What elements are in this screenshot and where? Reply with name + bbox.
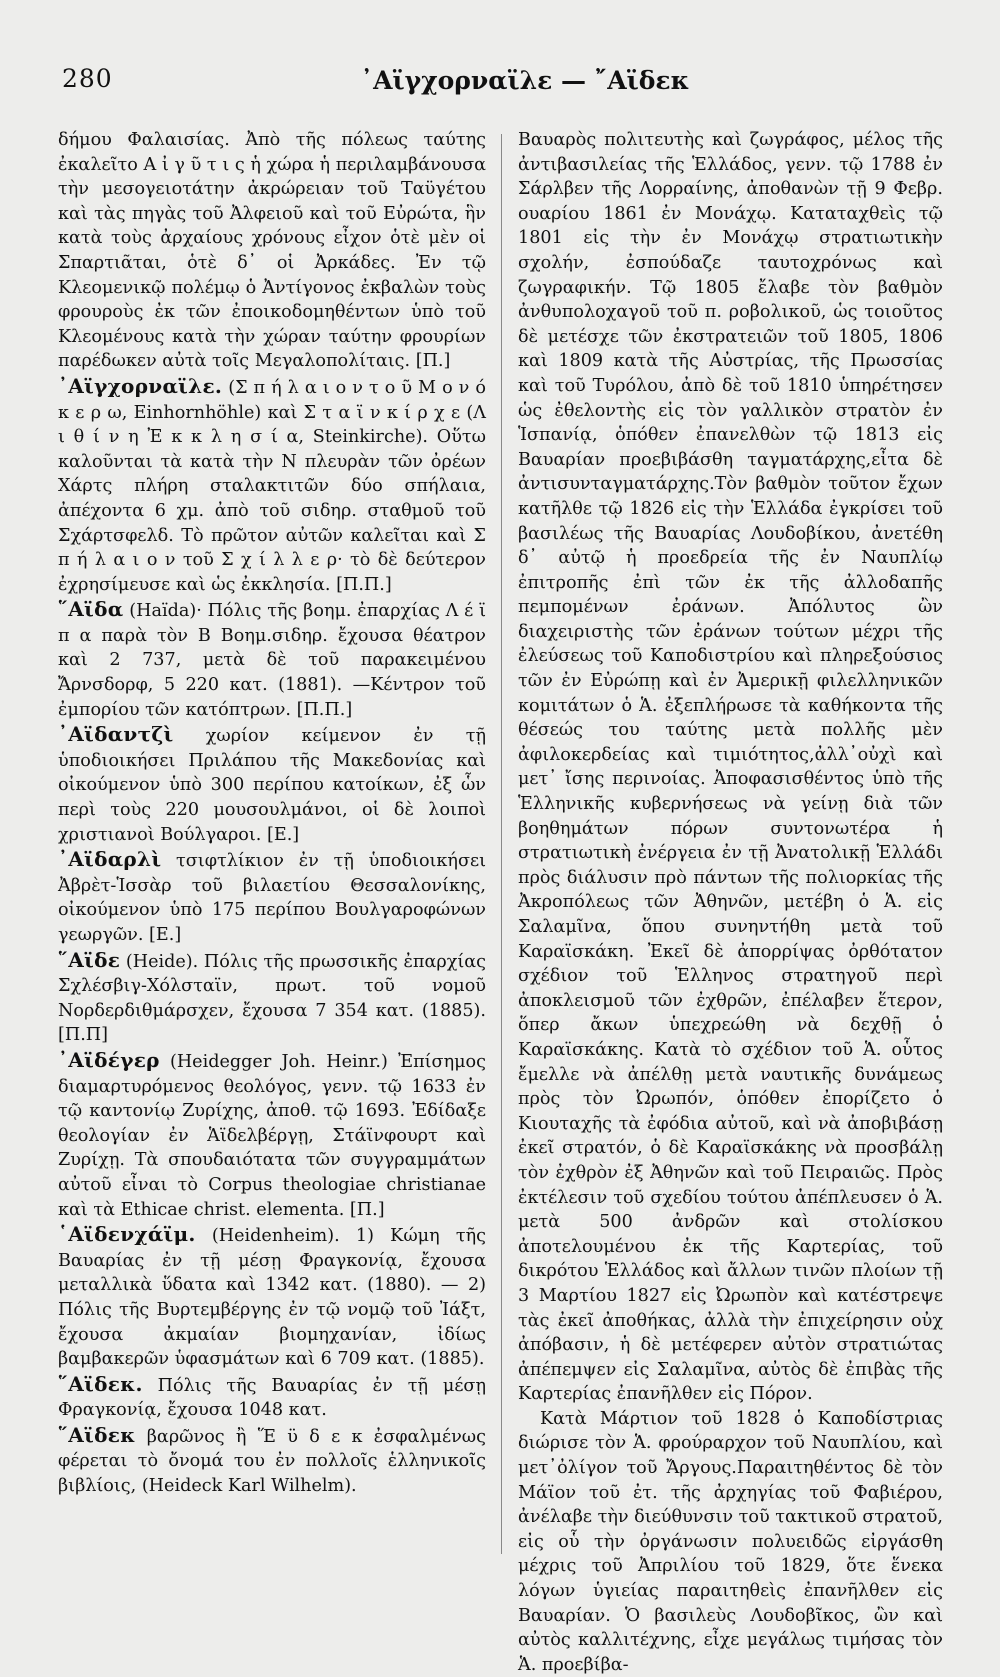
dictionary-entry	[58, 1372, 486, 1423]
running-head: ᾽Αϊγχορναϊλε — ῎Αϊδεκ	[360, 66, 690, 95]
right-column	[518, 128, 943, 1677]
entry-text: βαρῶνος ἢ Ἕ ϋ δ ε κ ἐσφαλμένως φέρεται τὸ ὄνομά του ἐν πολλοῖς ἑλληνικοῖς βιβλίοις, (Heideck Karl Wilhelm).	[58, 1426, 486, 1497]
entry-text: (Haïda)· Πόλις τῆς βοημ. ἐπαρχίας Λ έ ϊ π α παρὰ τὸν Β Βοημ.σιδηρ. ἔχουσα θέατρον καὶ 2 737, μετὰ δὲ τοῦ παρακειμένου Ἄρνσδορφ, 5 220 κατ. (1881). —Κέντρον τοῦ ἐμπορίου τῶν κατόπτρων. [Π.Π.]	[58, 601, 486, 720]
page-number: 280	[62, 64, 113, 93]
entry-text: Κατὰ Μάρτιον τοῦ 1828 ὁ Καποδίστριας διώρισε τὸν Ἁ. φρούραρχον τοῦ Ναυπλίου, καὶ μετ᾽ὀλίγον τοῦ Ἄργους.Παραιτηθέντος δὲ τὸν Μάϊον τοῦ ἐτ. τῆς ἀρχηγίας τοῦ Φαβιέρου, ἀνέλαβε τὴν διεύθυνσιν τοῦ τακτικοῦ στρατοῦ, εἰς οὗ τὴν ὀργάνωσιν πολυειδῶς εἰργάσθη μέχρις τοῦ Ἀπριλίου τοῦ 1829, ὅτε ἕνεκα λόγων ὑγιείας παραιτηθεὶς ἐπανῆλθεν εἰς Βαυαρίαν. Ὁ βασιλεὺς Λουδοβῖκος, ὢν καὶ αὐτὸς καλλιτέχνης, εἶχε μεγάλως τιμήσας τὸν Ἁ. προεβίβα-	[518, 1408, 943, 1675]
entry-headword: ῞Αϊδε	[58, 947, 121, 972]
entry-text: (Σ π ή λ α ι ο ν τ ο ῦ Μ ο ν ό κ ε ρ ω, Einhornhöhle) καὶ Σ τ α ϊ ν κ ί ρ χ ε (Λ ι θ ί ν η Ἐ κ κ λ η σ ί α, Steinkirche). Οὕτω καλοῦνται τὰ κατὰ τὴν Ν πλευρὰν τῶν ὀρέων Χάρτς πλήρη σταλακτιτῶν δύο σπήλαια, ἀπέχοντα 6 χμ. ἀπὸ τοῦ σιδηρ. σταθμοῦ τοῦ Σχάρτσφελδ. Τὸ πρῶτον αὐτῶν καλεῖται καὶ Σ π ή λ α ι ο ν τοῦ Σ χ ί λ λ ε ρ· τὸ δὲ δεύτερον ἐχρησίμευσε καὶ ὡς ἐκκλησία. [Π.Π.]	[58, 377, 486, 595]
dictionary-entry	[58, 1423, 486, 1499]
entry-paragraph	[518, 1407, 943, 1677]
entry-text: (Heidenheim). 1) Κώμη τῆς Βαυαρίας ἐν τῇ μέσῃ Φραγκονίᾳ, ἔχουσα μεταλλικὰ ὕδατα καὶ 1342 κατ. (1880). — 2) Πόλις τῆς Βυρτεμβέργης ἐν τῷ νομῷ τοῦ Ἰάξτ, ἔχουσα ἀκμαίαν βιομηχανίαν, ἰδίως βαμβακερῶν ὑφασμάτων καὶ 6 709 κατ. (1885).	[58, 1226, 486, 1370]
column-divider	[501, 134, 502, 1554]
dictionary-entry	[58, 1222, 486, 1372]
dictionary-entry	[58, 722, 486, 847]
entry-text: δήμου Φαλαισίας. Ἀπὸ τῆς πόλεως ταύτης ἐκαλεῖτο Α ἰ γ ῦ τ ι ς ἡ χώρα ἡ περιλαμβάνουσα τὴν μεσογειοτάτην ἀκρώρειαν τοῦ Ταϋγέτου καὶ τὰς πηγὰς τοῦ Ἀλφειοῦ καὶ τοῦ Εὐρώτα, ἣν κατὰ τοὺς ἀρχαίους χρόνους εἶχον ὁτὲ μὲν οἱ Σπαρτιᾶται, ὁτὲ δ᾽ οἱ Ἀρκάδες. Ἐν τῷ Κλεομενικῷ πολέμῳ ὁ Ἀντίγονος ἐκβαλὼν τοὺς φρουροὺς ἐκ τῶν ἐποικοδομηθέντων ὑπὸ τοῦ Κλεομένους κατὰ τὴν χώραν ταύτην φρουρίων παρέδωκεν αὐτὰ τοῖς Μεγαλοπολίταις. [Π.]	[58, 130, 486, 372]
entry-text: Βαυαρὸς πολιτευτὴς καὶ ζωγράφος, μέλος τῆς ἀντιβασιλείας τῆς Ἑλλάδος, γενν. τῷ 1788 ἐν Σάρλβεν τῆς Λορραίνης, ἀποθανὼν τῇ 9 Φεβρ. ουαρίου 1861 ἐν Μονάχῳ. Καταταχθεὶς τῷ 1801 εἰς τὴν ἐν Μονάχῳ στρατιωτικὴν σχολήν, ἐσπούδαζε ταυτοχρόνως καὶ ζωγραφικήν. Τῷ 1805 ἔλαβε τὸν βαθμὸν ἀνθυπολοχαγοῦ τοῦ π. ροβολικοῦ, ὡς τοιοῦτος δὲ μετέσχε τῶν ἐκστρατειῶν τοῦ 1805, 1806 καὶ 1809 κατὰ τῆς Αὐστρίας, τῆς Πρωσσίας καὶ τοῦ Τυρόλου, ἀπὸ δὲ τοῦ 1810 ὑπηρέτησεν ὡς ἐθελοντὴς εἰς τὸν γαλλικὸν στρατὸν ἐν Ἱσπανίᾳ, ὁπόθεν ἐπανελθὼν τῷ 1813 εἰς Βαυαρίαν προεβιβάσθη ταγματάρχης,εἶτα δὲ ἀντισυνταγματάρχης.Τὸν βαθμὸν τοῦτον ἔχων κατῆλθε τῷ 1826 εἰς τὴν Ἑλλάδα ἐγκρίσει τοῦ βασιλέως τῆς Βαυαρίας Λουδοβίκου, ἀνετέθη δ᾽ αὐτῷ ἡ προεδρεία τῆς ἐν Ναυπλίῳ ἐπιτροπῆς ἐπὶ τῶν ἐκ τῆς ἀλλοδαπῆς πεμπομένων ἐράνων. Ἀπόλυτος ὢν διαχειριστὴς τῶν ἐράνων τούτων μέχρι τῆς ἐλεύσεως τοῦ Καποδιστρίου καὶ πληρεξούσιος τῶν ἐν Εὐρώπῃ καὶ ἐν Ἀμερικῇ φιλελληνικῶν κομιτάτων ὁ Ἁ. ἐξεπλήρωσε τὰ καθήκοντα τῆς θέσεώς του ταύτης μετὰ πολλῆς μὲν ἀφιλοκερδείας καὶ τιμιότητος,ἀλλ᾽οὐχὶ καὶ μετ᾽ ἴσης περινοίας. Ἀποφασισθέντος ὑπὸ τῆς Ἑλληνικῆς κυβερνήσεως νὰ γείνῃ διὰ τῶν βοηθημάτων πόρων συντονωτέρα ἡ στρατιωτικὴ ἐνέργεια ἐν τῇ Ἀνατολικῇ Ἑλλάδι πρὸς διάλυσιν πρὸ πάντων τῆς πολιορκίας τῆς Ἀκροπόλεως τῶν Ἀθηνῶν, μετέβη ὁ Ἁ. εἰς Σαλαμῖνα, ὅπου συνηντήθη μετὰ τοῦ Καραϊσκάκη. Ἐκεῖ δὲ ἀπορρίψας ὀρθότατον σχέδιον τοῦ Ἑλληνος στρατηγοῦ περὶ ἀποκλεισμοῦ τῶν ἐχθρῶν, ἐπέλαβεν ἕτερον, ὅπερ ἄκων ὑπεχρεώθη νὰ δεχθῇ ὁ Καραϊσκάκης. Κατὰ τὸ σχέδιον τοῦ Ἁ. οὗτος ἔμελλε νὰ ἀπέλθῃ μετὰ ναυτικῆς δυνάμεως πρὸς τὸν Ὠρωπόν, ὁπόθεν ἐπορίζετο ὁ Κιουταχῆς τὰ ἐφόδια αὐτοῦ, καὶ νὰ ἀποβιβάσῃ ἐκεῖ στρατόν, ὁ δὲ Καραϊσκάκης νὰ προσβάλῃ τὸν ἐχθρὸν ἐξ Ἀθηνῶν καὶ τοῦ Πειραιῶς. Πρὸς ἐκτέλεσιν τοῦ σχεδίου τούτου ἀπέπλευσεν ὁ Ἁ. μετὰ 500 ἀνδρῶν καὶ στολίσκου ἀποτελουμένου ἐκ τῆς Καρτερίας, τοῦ δικρότου Ἑλλάδος καὶ ἄλλων τινῶν πλοίων τῇ 3 Μαρτίου 1827 εἰς Ὠρωπὸν καὶ κατέστρεψε τὰς ἐκεῖ ἀποθήκας, ἀλλὰ τὴν ἐπιχείρησιν οὐχ ἀπόβασιν, ἡ δὲ μετέφερεν αὐτὸν στρατιώτας ἀπέπεμψεν εἰς Σαλαμῖνα, αὐτὸς δὲ ἐπιβὰς τῆς Καρτερίας ἐπανῆλθεν εἰς Πόρον.	[518, 130, 943, 1405]
entry-text: τσιφτλίκιον ἐν τῇ ὑποδιοικήσει Ἀβρὲτ-Ἱσσὰρ τοῦ βιλαετίου Θεσσαλονίκης, οἰκούμενον ὑπὸ 175 περίπου Βουλγαροφώνων γεωργῶν. [Ε.]	[58, 851, 486, 945]
dictionary-entry	[58, 1048, 486, 1222]
entry-headword: ῞Αϊδεκ	[58, 1422, 136, 1447]
entry-paragraph	[518, 128, 943, 1407]
entry-headword: ᾽Αϊδέγερ	[58, 1047, 160, 1072]
dictionary-entry	[58, 847, 486, 947]
entry-headword: ῾Αϊδενχάϊμ.	[58, 1222, 196, 1247]
entry-headword: ῞Αϊδεκ.	[58, 1371, 143, 1396]
entry-headword: ᾽Αϊδαρλὶ	[58, 847, 162, 872]
dictionary-entry	[58, 948, 486, 1048]
entry-headword: ᾽Αϊγχορναϊλε.	[58, 373, 223, 398]
entry-headword: ᾽Αϊδαντζὶ	[58, 722, 174, 747]
entry-paragraph	[58, 128, 486, 374]
left-column	[58, 128, 486, 1499]
dictionary-entry	[58, 374, 486, 597]
entry-text: (Heidegger Joh. Heinr.) Ἐπίσημος διαμαρτυρόμενος θεολόγος, γενν. τῷ 1633 ἐν τῷ καντονίῳ Ζυρίχης, ἀποθ. τῷ 1693. Ἐδίδαξε θεολογίαν ἐν Ἁϊδελβέργῃ, Στάϊνφουρτ καὶ Ζυρίχῃ. Τὰ σπουδαιότατα τῶν συγγραμμάτων αὐτοῦ εἶναι τὸ Corpus theologiae christianae καὶ τὰ Ethicae christ. elementa. [Π.]	[58, 1051, 486, 1220]
entry-text: (Heide). Πόλις τῆς πρωσσικῆς ἐπαρχίας Σχλέσβιγ-Χόλσταϊν, πρωτ. τοῦ νομοῦ Νορδερδιθμάρσχεν, ἔχουσα 7 354 κατ. (1885). [Π.Π]	[58, 951, 486, 1046]
dictionary-entry	[58, 597, 486, 722]
entry-headword: ῞Αϊδα	[58, 597, 124, 622]
entry-text: Πόλις τῆς Βαυαρίας ἐν τῇ μέσῃ Φραγκονίᾳ, ἔχουσα 1048 κατ.	[58, 1375, 486, 1421]
entry-text: χωρίον κείμενον ἐν τῇ ὑποδιοικήσει Πριλάπου τῆς Μακεδονίας καὶ οἰκούμενον ὑπὸ 300 περίπου κατοίκων, ἐξ ὧν περὶ τοὺς 220 μουσουλμάνοι, οἱ δὲ λοιποὶ χριστιανοὶ Βούλγαροι. [Ε.]	[58, 726, 486, 845]
